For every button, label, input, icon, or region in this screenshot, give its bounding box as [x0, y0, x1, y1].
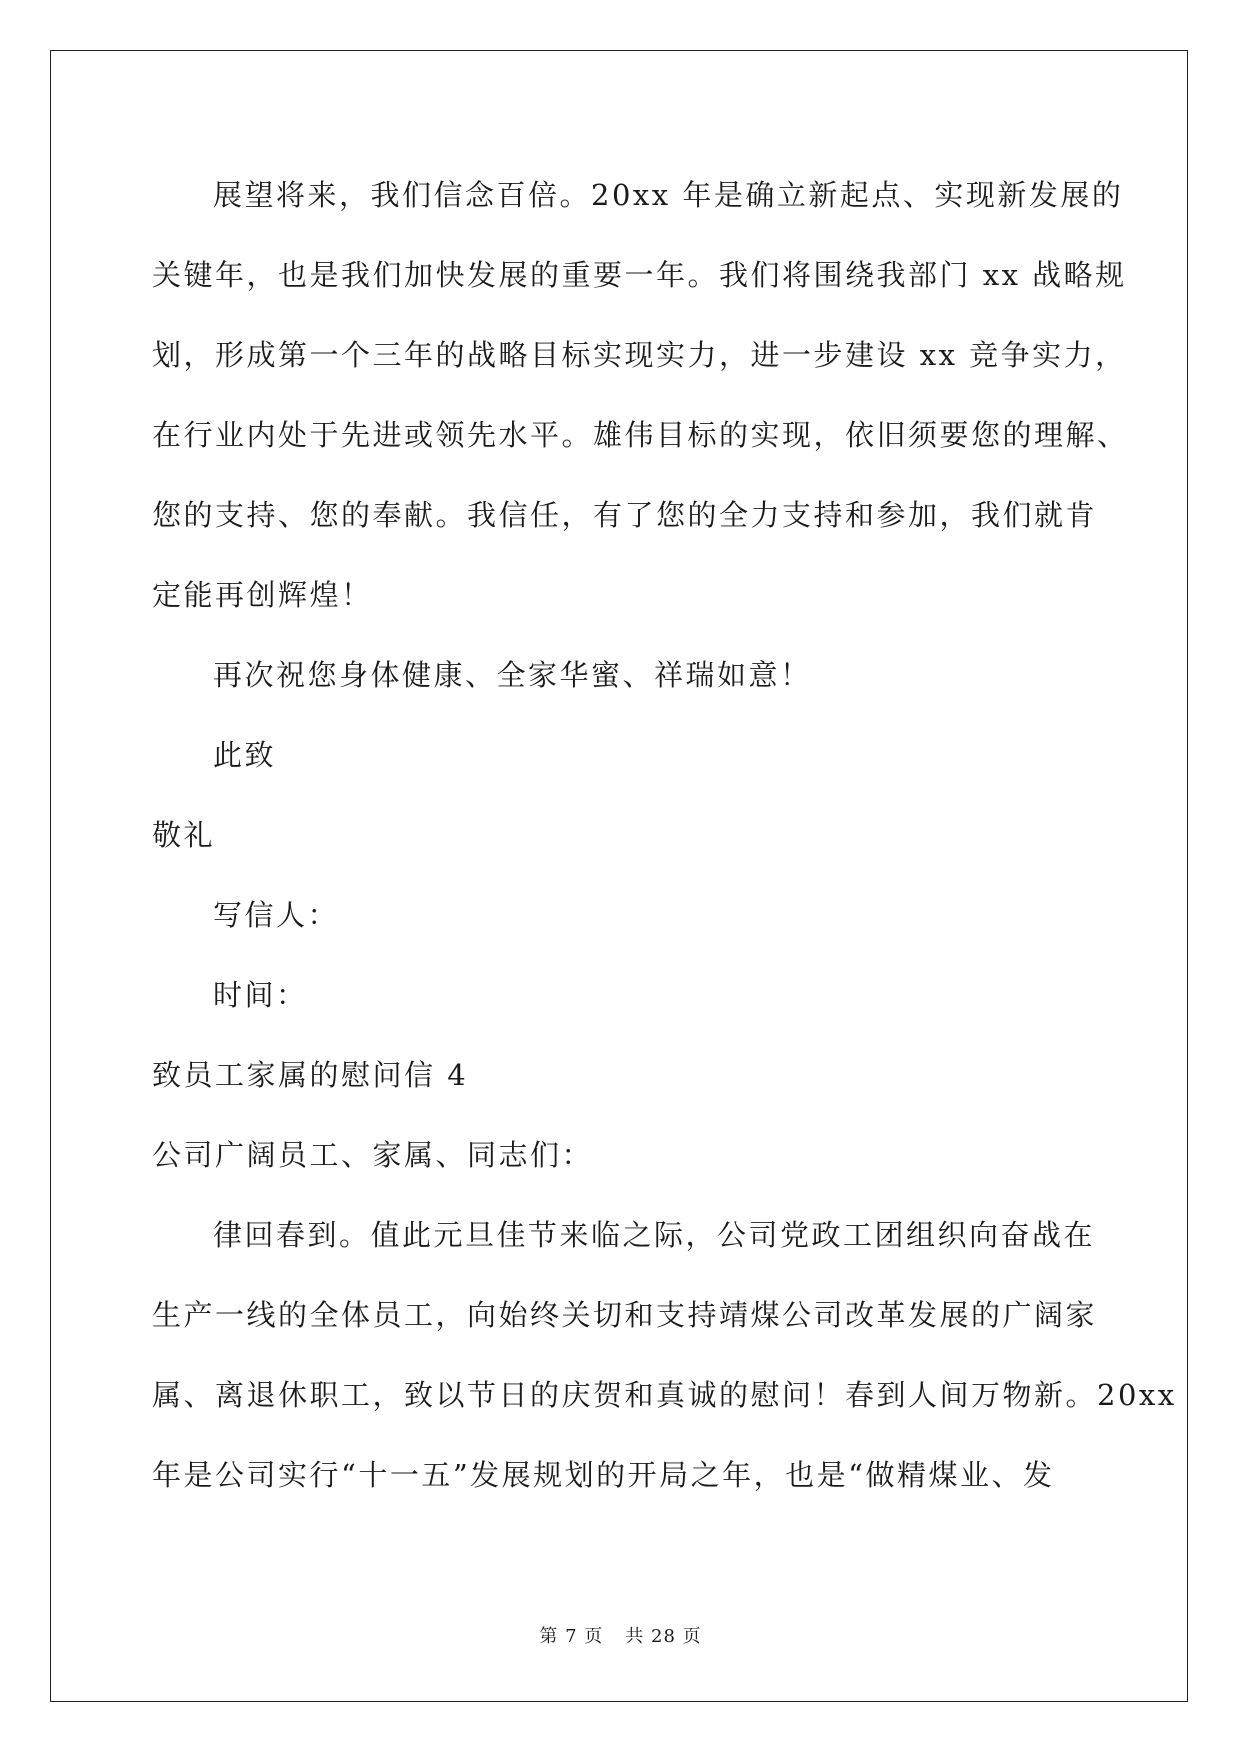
section-title: 致员工家属的慰问信 4 [152, 1058, 469, 1092]
page-footer [0, 1622, 1241, 1648]
paragraph-line: 您的支持、您的奉献。我信任，有了您的全力支持和参加，我们就肯 [152, 498, 1098, 532]
paragraph-line: 律回春到。值此元旦佳节来临之际，公司党政工团组织向奋战在 [213, 1218, 1096, 1252]
paragraph-line: 在行业内处于先进或领先水平。雄伟目标的实现，依旧须要您的理解、 [152, 418, 1129, 452]
signature-date: 时间： [213, 978, 308, 1012]
closing-wish: 再次祝您身体健康、全家华蜜、祥瑞如意！ [213, 658, 812, 692]
paragraph-line: 定能再创辉煌！ [152, 578, 373, 612]
signature-writer: 写信人： [213, 898, 340, 932]
paragraph-line: 生产一线的全体员工，向始终关切和支持靖煤公司改革发展的广阔家 [152, 1298, 1098, 1332]
salutation-regards: 敬礼 [152, 818, 216, 852]
salutation-closing: 此致 [213, 738, 277, 772]
paragraph-line: 关键年，也是我们加快发展的重要一年。我们将围绕我部门 xx 战略规 [152, 258, 1127, 292]
page-total: 共 28 页 [625, 1626, 702, 1647]
paragraph-line: 划，形成第一个三年的战略目标实现实力，进一步建设 xx 竞争实力， [152, 338, 1127, 372]
paragraph-line: 年是公司实行“十一五”发展规划的开局之年，也是“做精煤业、发 [152, 1458, 1055, 1492]
paragraph-line: 属、离退休职工，致以节日的庆贺和真诚的慰问！春到人间万物新。20xx [152, 1378, 1177, 1412]
document-body [152, 155, 1177, 1515]
page-number: 第 7 页 [539, 1626, 604, 1647]
letter-greeting: 公司广阔员工、家属、同志们： [152, 1138, 594, 1172]
paragraph-line: 展望将来，我们信念百倍。20xx 年是确立新起点、实现新发展的 [213, 178, 1124, 212]
